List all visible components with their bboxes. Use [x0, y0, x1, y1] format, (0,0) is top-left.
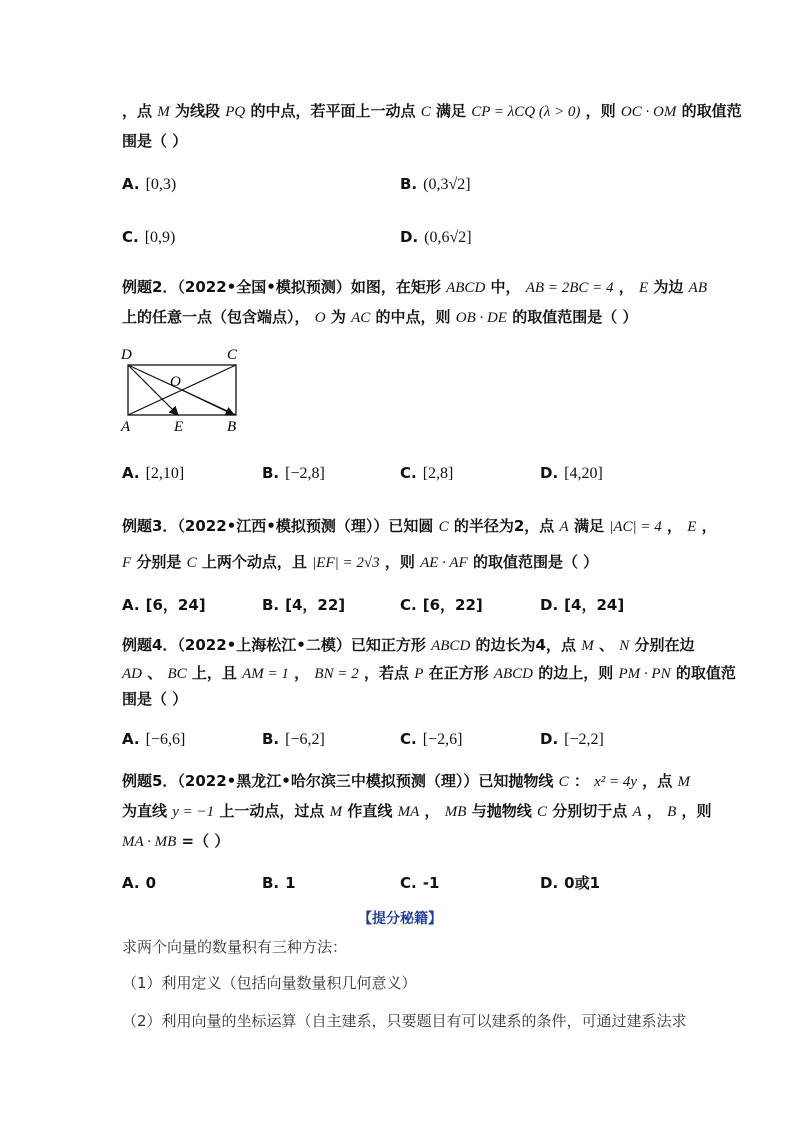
- q4-text: 的取值范: [675, 664, 736, 682]
- q3-text: 上两个动点，且: [201, 553, 307, 571]
- option-value: 0: [145, 874, 157, 892]
- q3-text: ，则: [384, 553, 415, 571]
- q5-line1: [122, 770, 690, 793]
- var-abcd: ABCD: [446, 280, 486, 296]
- q4-text: 的边长为4，点: [475, 636, 576, 654]
- q4-text: 分别在边: [634, 636, 695, 654]
- option-label: A.: [122, 175, 140, 193]
- q2-text: ，: [618, 278, 634, 296]
- q3-text: 分别是: [136, 553, 182, 571]
- var-m: M: [581, 638, 594, 654]
- q5-expression: MA · MB: [122, 834, 177, 850]
- q1-text: 的取值范: [681, 102, 742, 120]
- q2-text: 上的任意一点（包含端点），: [122, 308, 310, 326]
- option-label: D.: [540, 874, 559, 892]
- q1-option-c[interactable]: [122, 226, 175, 249]
- var-o: O: [314, 310, 326, 326]
- var-m: M: [677, 774, 691, 790]
- option-label: C.: [400, 464, 417, 482]
- q5-text: =（ ）: [181, 832, 230, 850]
- label-d: D: [121, 347, 132, 363]
- var-ma: MA: [397, 804, 420, 820]
- var-ad: AD: [122, 666, 142, 682]
- q5-line3: [122, 830, 229, 853]
- option-label: B.: [262, 730, 280, 748]
- option-label: A.: [122, 596, 140, 614]
- q3-text: ，: [701, 517, 717, 535]
- option-value: [4，22]: [285, 596, 346, 614]
- var-a: A: [559, 519, 569, 535]
- tips-heading: 【提分秘籍】: [358, 911, 442, 927]
- option-value: [−2,6]: [422, 731, 463, 748]
- var-bc: BC: [167, 666, 187, 682]
- q1-text: 的中点，若平面上一动点: [250, 102, 416, 120]
- var-c: C: [420, 104, 431, 120]
- option-value: [0,9): [144, 229, 176, 246]
- q1-line2: 围是（ ）: [122, 132, 188, 150]
- q5-text: 上一动点，过点: [219, 802, 325, 820]
- q2-option-a[interactable]: [122, 462, 184, 485]
- q5-text: ：: [573, 772, 589, 790]
- option-value: [−2,8]: [285, 465, 325, 482]
- q5-title: 例题5．（2022•黑龙江•哈尔滨三中模拟预测（理））已知抛物线: [122, 772, 554, 790]
- var-e: E: [687, 519, 697, 535]
- var-c: C: [558, 774, 569, 790]
- q5-option-d[interactable]: [540, 872, 600, 894]
- option-label: A.: [122, 874, 140, 892]
- rectangle-figure: [118, 345, 248, 435]
- tips-paragraph-1: 求两个向量的数量积有三种方法：: [122, 938, 348, 956]
- q4-text: ，若点: [363, 664, 409, 682]
- q4-line1: [122, 634, 694, 657]
- q3-text: 的半径为2，点: [453, 517, 555, 535]
- q4-text: 的边上，则: [538, 664, 614, 682]
- option-value: [4，24]: [564, 596, 625, 614]
- q3-condition-1: |AC| = 4: [609, 519, 662, 535]
- q4-text: 、: [598, 636, 614, 654]
- q1-option-d[interactable]: [400, 226, 472, 249]
- q5-text: 与抛物线: [471, 802, 532, 820]
- label-c: C: [227, 347, 238, 363]
- option-value: -1: [422, 874, 440, 892]
- option-label: B.: [262, 596, 280, 614]
- q2-option-d[interactable]: [540, 462, 603, 485]
- q1-expression: OC · OM: [620, 104, 677, 120]
- q1-condition: CP = λCQ (λ > 0): [471, 104, 581, 120]
- q5-parabola-equation: x² = 4y: [594, 774, 638, 790]
- q5-option-c[interactable]: [400, 872, 439, 894]
- q4-option-a[interactable]: [122, 728, 185, 751]
- q4-title: 例题4．（2022•上海松江•二模）已知正方形: [122, 636, 426, 654]
- q3-text: 满足: [573, 517, 604, 535]
- option-label: A.: [122, 730, 140, 748]
- var-e: E: [639, 280, 649, 296]
- q2-text: 的取值范围是（ ）: [512, 308, 638, 326]
- var-c: C: [536, 804, 547, 820]
- q2-text: 的中点，则: [375, 308, 451, 326]
- q5-option-b[interactable]: [262, 872, 296, 894]
- var-ac: AC: [351, 310, 371, 326]
- q4-line2: [122, 662, 736, 685]
- q5-text: ，则: [681, 802, 712, 820]
- var-abcd: ABCD: [493, 666, 534, 682]
- option-label: C.: [400, 596, 417, 614]
- q4-option-b[interactable]: [262, 728, 325, 751]
- q5-text: 作直线: [347, 802, 393, 820]
- option-value: [6，24]: [145, 596, 206, 614]
- option-value: 0或1: [564, 874, 601, 892]
- option-value: [−6,6]: [145, 731, 186, 748]
- q1-line1: [122, 100, 742, 123]
- var-n: N: [619, 638, 630, 654]
- q4-text: 、: [147, 664, 163, 682]
- option-label: B.: [262, 464, 280, 482]
- var-b: B: [667, 804, 677, 820]
- option-value: [−2,2]: [564, 731, 604, 748]
- q4-expression: PM · PN: [618, 666, 671, 682]
- q5-line2: [122, 800, 712, 823]
- q4-text: 在正方形: [428, 664, 489, 682]
- q3-text: ，: [666, 517, 682, 535]
- q3-option-d[interactable]: [540, 594, 624, 616]
- q3-line2: [122, 551, 598, 574]
- label-b: B: [227, 419, 237, 435]
- q5-text: 分别切于点: [552, 802, 628, 820]
- label-o: O: [170, 374, 181, 390]
- q3-option-c[interactable]: [400, 594, 483, 616]
- var-a: A: [632, 804, 642, 820]
- q1-text: ，点: [122, 102, 153, 120]
- q2-option-c[interactable]: [400, 462, 453, 485]
- var-pq: PQ: [225, 104, 246, 120]
- var-m: M: [157, 104, 170, 120]
- q3-option-a[interactable]: [122, 594, 206, 616]
- var-ab: AB: [688, 280, 707, 296]
- option-label: C.: [400, 730, 417, 748]
- q5-text: ，点: [642, 772, 673, 790]
- q3-condition-2: |EF| = 2√3: [312, 555, 380, 571]
- var-c: C: [186, 555, 197, 571]
- q3-expression: AE · AF: [420, 555, 468, 571]
- q4-option-c[interactable]: [400, 728, 462, 751]
- q5-text: ，: [646, 802, 662, 820]
- var-abcd: ABCD: [431, 638, 471, 654]
- q2-expression: OB · DE: [455, 310, 507, 326]
- q1-text: 为线段: [174, 102, 220, 120]
- q1-text: ，则: [585, 102, 616, 120]
- q5-line-equation: y = −1: [172, 804, 215, 820]
- q2-condition: AB = 2BC = 4: [525, 280, 614, 296]
- option-value: 1: [285, 874, 296, 892]
- var-p: P: [414, 666, 424, 682]
- var-mb: MB: [444, 804, 467, 820]
- option-label: D.: [540, 464, 559, 482]
- q2-option-b[interactable]: [262, 462, 325, 485]
- option-value: [2,10]: [145, 465, 185, 482]
- q1-option-b[interactable]: [400, 173, 471, 196]
- tips-paragraph-3: （2）利用向量的坐标运算（自主建系，只要题目有可以建系的条件，可通过建系法求: [122, 1012, 687, 1030]
- var-c: C: [438, 519, 449, 535]
- label-a: A: [121, 419, 131, 435]
- option-label: D.: [540, 730, 559, 748]
- q3-title: 例题3．（2022•江西•模拟预测（理））已知圆: [122, 517, 434, 535]
- option-value: (0,6√2]: [424, 229, 472, 246]
- option-value: [0,3): [145, 176, 177, 193]
- q4-condition-1: AM = 1: [242, 666, 289, 682]
- option-value: (0,3√2]: [423, 176, 471, 193]
- vector-de: [128, 365, 178, 415]
- var-m: M: [329, 804, 343, 820]
- tips-paragraph-2: （1）利用定义（包括向量数量积几何意义）: [122, 974, 417, 992]
- q5-text: ，: [424, 802, 440, 820]
- option-label: C.: [122, 228, 139, 246]
- option-label: C.: [400, 874, 417, 892]
- option-value: [4,20]: [564, 465, 603, 482]
- option-label: D.: [400, 228, 419, 246]
- option-label: B.: [400, 175, 418, 193]
- q2-text: 为边: [653, 278, 684, 296]
- q2-text: 中，: [490, 278, 521, 296]
- option-value: [−6,2]: [285, 731, 325, 748]
- vector-ob: [182, 390, 234, 415]
- q4-text: 上，且: [191, 664, 237, 682]
- option-label: B.: [262, 874, 280, 892]
- option-label: D.: [540, 596, 559, 614]
- q4-line3: 围是（ ）: [122, 690, 188, 708]
- q5-text: 为直线: [122, 802, 168, 820]
- q3-line1: [122, 515, 717, 538]
- q2-text: 为: [330, 308, 346, 326]
- q1-option-a[interactable]: [122, 173, 176, 196]
- q3-option-b[interactable]: [262, 594, 345, 616]
- var-f: F: [122, 555, 132, 571]
- option-value: [6，22]: [422, 596, 483, 614]
- q2-title: 例题2．（2022•全国•模拟预测）如图，在矩形: [122, 278, 441, 296]
- label-e: E: [174, 419, 184, 435]
- q2-line2: [122, 306, 637, 329]
- q2-line1: [122, 276, 707, 299]
- q4-condition-2: BN = 2: [314, 666, 359, 682]
- q3-text: 的取值范围是（ ）: [472, 553, 599, 571]
- q5-option-a[interactable]: [122, 872, 156, 894]
- q4-text: ，: [294, 664, 310, 682]
- option-value: [2,8]: [422, 465, 454, 482]
- q4-option-d[interactable]: [540, 728, 604, 751]
- q1-text: 满足: [435, 102, 466, 120]
- option-label: A.: [122, 464, 140, 482]
